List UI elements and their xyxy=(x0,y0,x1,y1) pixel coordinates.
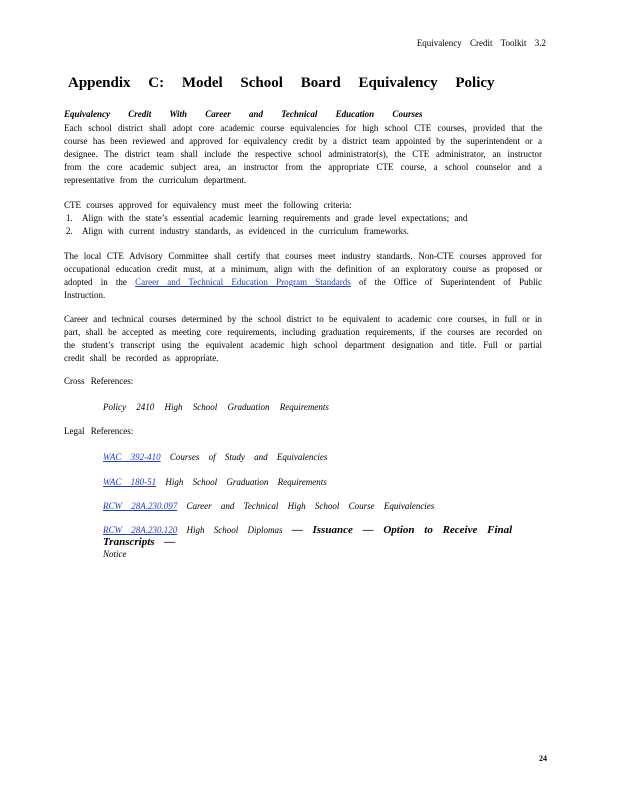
legal-reference-item xyxy=(103,500,543,512)
legal-reference-title: Courses of Study and Equivalencies xyxy=(169,452,328,462)
legal-reference-item xyxy=(103,476,543,488)
paragraph-transcript: Career and technical courses determined by the school district to be equivalent to academic core courses, in full or in part, shall be accepted as meeting core requirements, including graduation requirements, if the courses are recorded on the student’s transcript using the equivalent academic high school department designation and title. Full or partial credit shall be recorded as appropriate. xyxy=(64,314,542,363)
cross-references-label: Cross References: xyxy=(64,376,134,386)
program-standards-link[interactable]: Career and Technical Education Program Standards xyxy=(135,277,351,287)
advisory-text-before: The local CTE Advisory Committee shall certify that courses meet industry standards. Non-CTE courses approved for occupational education credit must, at a minimum, align with the definition of an exploratory course as proposed or adopted in the xyxy=(64,251,542,287)
paragraph-criteria xyxy=(64,199,542,238)
legal-reference-item xyxy=(103,451,543,463)
legal-references-label: Legal References: xyxy=(64,426,134,436)
wac-180-51-link[interactable]: WAC 180-51 xyxy=(103,477,157,487)
section-subheading: Equivalency Credit With Career and Technical Education Courses xyxy=(64,109,423,119)
advisory-text-after: of the Office of Superintendent of Public Instruction. xyxy=(64,277,543,300)
page-number: 24 xyxy=(539,754,547,763)
paragraph-team: Each school district shall adopt core academic course equivalencies for high school CTE courses, provided that the course has been reviewed and approved for equivalency credit by a district team appointed by the superintendent or a designee. The district team shall include the respective school administrator(s), the CTE administrator, an instructor from the core academic subject area, an instructor from the appropriate CTE course, a school counselor and a representative from the curriculum department. xyxy=(64,123,542,185)
legal-reference-title: Career and Technical High School Course Equivalencies xyxy=(186,501,435,511)
criteria-list xyxy=(64,212,542,238)
legal-reference-item xyxy=(103,524,543,560)
legal-reference-title: High School Graduation Requirements xyxy=(165,477,327,487)
rcw-28a-230-120-link[interactable]: RCW 28A.230.120 xyxy=(103,525,178,535)
paragraph-advisory xyxy=(64,250,542,302)
criteria-item: 1. Align with the state’s essential academic learning requirements and grade level expectations; and xyxy=(78,212,542,225)
legal-reference-subtitle: — Issuance — Option to Receive Final Transcripts — xyxy=(103,524,513,548)
rcw-28a-230-097-link[interactable]: RCW 28A.230.097 xyxy=(103,501,178,511)
criteria-item: 2. Align with current industry standards, as evidenced in the curriculum frameworks. xyxy=(78,225,542,238)
legal-reference-title: High School Diplomas xyxy=(186,525,283,535)
cross-reference-item: Policy 2410 High School Graduation Requirements xyxy=(103,402,329,412)
wac-392-410-link[interactable]: WAC 392-410 xyxy=(103,452,161,462)
legal-reference-tail: Notice xyxy=(103,549,127,559)
criteria-intro: CTE courses approved for equivalency must meet the following criteria: xyxy=(64,200,352,210)
running-header: Equivalency Credit Toolkit 3.2 xyxy=(416,38,546,48)
page-title: Appendix C: Model School Board Equivalency Policy xyxy=(68,75,495,91)
